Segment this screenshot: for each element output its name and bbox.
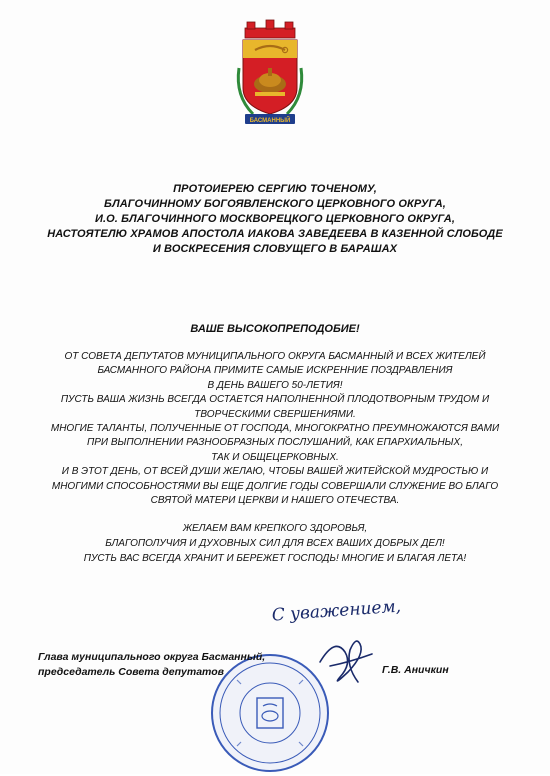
heading-line: И ВОСКРЕСЕНИЯ СЛОВУЩЕГО В БАРАШАХ xyxy=(152,243,398,255)
wishes-line: ПУСТЬ ВАС ВСЕГДА ХРАНИТ И БЕРЕЖЕТ ГОСПОДЬ! МНОГИЕ И БЛАГАЯ ЛЕТА! xyxy=(83,553,467,564)
wishes-line: ЖЕЛАЕМ ВАМ КРЕПКОГО ЗДОРОВЬЯ, xyxy=(182,523,368,534)
signer-title xyxy=(38,650,265,680)
heading-line: БЛАГОЧИННОМУ БОГОЯВЛЕНСКОГО ЦЕРКОВНОГО ОКРУГА, xyxy=(104,198,446,210)
body-line: ТВОРЧЕСКИМИ СВЕРШЕНИЯМИ. xyxy=(194,408,356,420)
heading-line: НАСТОЯТЕЛЮ ХРАМОВ АПОСТОЛА ИАКОВА ЗАВЕДЕЕВА В КАЗЕННОЙ СЛОБОДЕ xyxy=(47,228,503,240)
signer-name: Г.В. Аничкин xyxy=(382,664,449,676)
body-line: ОТ СОВЕТА ДЕПУТАТОВ МУНИЦИПАЛЬНОГО ОКРУГА БАСМАННЫЙ И ВСЕХ ЖИТЕЛЕЙ xyxy=(64,351,486,362)
signer-title-line: Глава муниципального округа Басманный, xyxy=(38,651,266,663)
signer-title-line: председатель Совета депутатов xyxy=(38,666,224,678)
wishes-line: БЛАГОПОЛУЧИЯ И ДУХОВНЫХ СИЛ ДЛЯ ВСЕХ ВАШИХ ДОБРЫХ ДЕЛ! xyxy=(105,538,445,549)
body-line: ТАК И ОБЩЕЦЕРКОВНЫХ. xyxy=(211,451,339,463)
basmanny-coat-of-arms-icon xyxy=(225,10,315,130)
body-line: СВЯТОЙ МАТЕРИ ЦЕРКВИ И НАШЕГО ОТЕЧЕСТВА. xyxy=(150,495,400,507)
addressee-heading xyxy=(30,182,520,257)
body-line: В ДЕНЬ ВАШЕГО 50-ЛЕТИЯ! xyxy=(207,379,343,391)
heading-line: ПРОТОИЕРЕЮ СЕРГИЮ ТОЧЕНОМУ, xyxy=(173,183,377,195)
salutation: ВАШЕ ВЫСОКОПРЕПОДОБИЕ! xyxy=(190,323,360,335)
wishes-block xyxy=(20,521,530,566)
body-line: И В ЭТОТ ДЕНЬ, ОТ ВСЕЙ ДУШИ ЖЕЛАЮ, ЧТОБЫ ВАШЕЙ ЖИТЕЙСКОЙ МУДРОСТЬЮ И xyxy=(61,466,489,478)
body-line: МНОГИЕ ТАЛАНТЫ, ПОЛУЧЕННЫЕ ОТ ГОСПОДА, МНОГОКРАТНО ПРЕУМНОЖАЮТСЯ ВАМИ xyxy=(50,423,500,435)
body-line: ПРИ ВЫПОЛНЕНИИ РАЗНООБРАЗНЫХ ПОСЛУШАНИЙ, КАК ЕПАРХИАЛЬНЫХ, xyxy=(86,437,463,449)
body-line: МНОГИМИ СПОСОБНОСТЯМИ ВЫ ЕЩЕ ДОЛГИЕ ГОДЫ СОВЕРШАЛИ СЛУЖЕНИЕ ВО БЛАГО xyxy=(51,480,499,492)
heading-line: И.О. БЛАГОЧИННОГО МОСКВОРЕЦКОГО ЦЕРКОВНОГО ОКРУГА, xyxy=(94,213,455,225)
crest-ribbon-text: БАСМАННЫЙ xyxy=(249,118,291,124)
handwritten-signature-icon xyxy=(310,632,385,692)
body-line: ПУСТЬ ВАША ЖИЗНЬ ВСЕГДА ОСТАЕТСЯ НАПОЛНЕННОЙ ПЛОДОТВОРНЫМ ТРУДОМ И xyxy=(60,394,490,406)
body-line: БАСМАННОГО РАЙОНА ПРИМИТЕ САМЫЕ ИСКРЕННИЕ ПОЗДРАВЛЕНИЯ xyxy=(97,365,453,377)
closing-handwritten: С уважением, xyxy=(271,596,402,626)
greeting-body xyxy=(20,350,530,508)
